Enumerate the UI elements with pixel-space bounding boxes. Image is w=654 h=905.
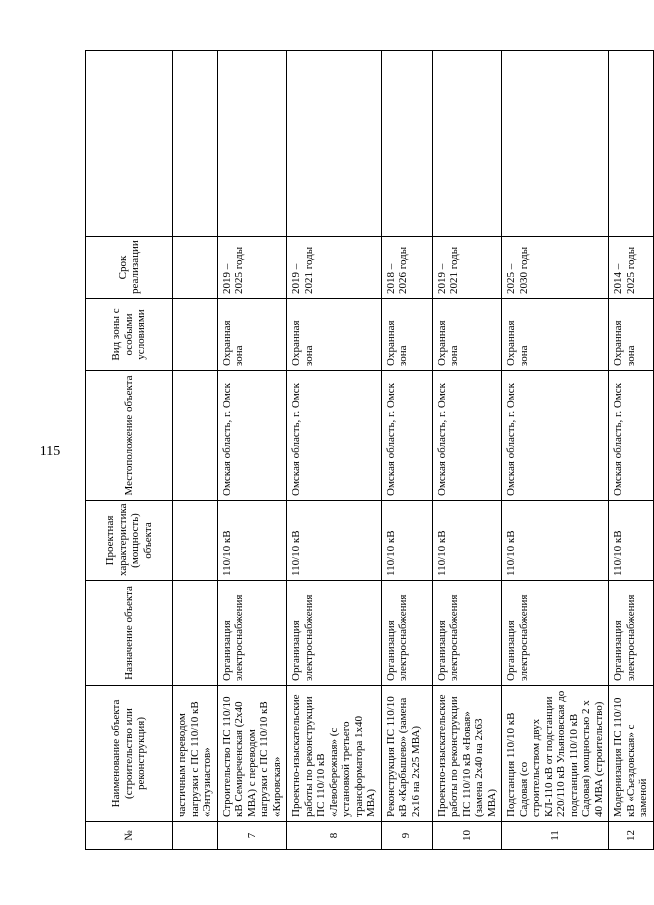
cell-purpose: Организация электроснабжения [609,581,654,686]
cell-purpose: Организация электроснабжения [287,581,382,686]
table-row [287,51,382,850]
cell-num [173,822,218,850]
cell-term: 2025 – 2030 годы [502,237,609,299]
table-row [609,51,654,850]
cell-num: 12 [609,822,654,850]
table-row [432,51,502,850]
cell-num: 10 [432,822,502,850]
header-location: Местоположение объекта [86,371,173,501]
cell-spacer [173,51,218,237]
table-body [173,51,654,850]
cell-location: Омская область, г. Омск [432,371,502,501]
cell-spacer [287,51,382,237]
cell-zone: Охранная зона [381,299,432,371]
cell-term: 2019 – 2025 годы [217,237,287,299]
cell-location: Омская область, г. Омск [287,371,382,501]
header-capacity: Проектная характеристика (мощность) объекта [86,501,173,581]
cell-location [173,371,218,501]
cell-capacity: 110/10 кВ [609,501,654,581]
header-name: Наименование объекта (строительство или реконструкция) [86,686,173,822]
cell-name: Строительство ПС 110/10 кВ Семиреченская (2х40 МВА) с переводом нагрузки с ПС 110/10 кВ «Кировская» [217,686,287,822]
header-zone: Вид зоны с особыми условиями [86,299,173,371]
cell-purpose: Организация электроснабжения [502,581,609,686]
cell-spacer [432,51,502,237]
table-row [173,51,218,850]
cell-capacity: 110/10 кВ [217,501,287,581]
cell-purpose [173,581,218,686]
cell-num: 8 [287,822,382,850]
header-spacer [86,51,173,237]
cell-name: Подстанция 110/10 кВ Садовая (со строительством двух КЛ-110 кВ от подстанции 220/110 кВ Ульяновская до подстанции 110/10 кВ Садовая) мощностью 2 х 40 МВА (строительство) [502,686,609,822]
cell-capacity: 110/10 кВ [287,501,382,581]
cell-purpose: Организация электроснабжения [432,581,502,686]
table-row [381,51,432,850]
cell-spacer [217,51,287,237]
cell-zone: Охранная зона [217,299,287,371]
cell-spacer [502,51,609,237]
header-purpose: Назначение объекта [86,581,173,686]
cell-num: 11 [502,822,609,850]
cell-name: Проектно-изыскательские работы по реконструкции ПС 110/10 кВ «Левобережная» (с установкой третьего трансформатора 1х40 МВА) [287,686,382,822]
cell-zone: Охранная зона [287,299,382,371]
table-row [217,51,287,850]
cell-location: Омская область, г. Омск [502,371,609,501]
page-number: 115 [39,444,61,459]
cell-term: 2019 – 2021 годы [432,237,502,299]
cell-zone [173,299,218,371]
cell-term [173,237,218,299]
objects-table [85,50,654,850]
cell-purpose: Организация электроснабжения [381,581,432,686]
cell-zone: Охранная зона [432,299,502,371]
cell-capacity [173,501,218,581]
cell-term: 2018 – 2026 годы [381,237,432,299]
cell-capacity: 110/10 кВ [502,501,609,581]
cell-purpose: Организация электроснабжения [217,581,287,686]
cell-name: Реконструкция ПС 110/10 кВ «Карбышево» (замена 2х16 на 2х25 МВА) [381,686,432,822]
cell-zone: Охранная зона [609,299,654,371]
cell-location: Омская область, г. Омск [381,371,432,501]
cell-capacity: 110/10 кВ [432,501,502,581]
cell-name: Проектно-изыскательские работы по реконструкции ПС 110/10 кВ «Новая» (замена 2х40 на 2х63 МВА) [432,686,502,822]
cell-spacer [609,51,654,237]
cell-spacer [381,51,432,237]
cell-name: частичным переводом нагрузки с ПС 110/10 кВ «Энтузиастов» [173,686,218,822]
rotated-table-container [85,50,649,850]
cell-num: 9 [381,822,432,850]
header-row [86,51,173,850]
cell-capacity: 110/10 кВ [381,501,432,581]
header-num: № [86,822,173,850]
cell-num: 7 [217,822,287,850]
cell-name: Модернизация ПС 110/10 кВ «Съездовская» с заменой [609,686,654,822]
table-row [502,51,609,850]
cell-term: 2019 – 2021 годы [287,237,382,299]
table-header [86,51,173,850]
cell-location: Омская область, г. Омск [217,371,287,501]
header-term: Срок реализации [86,237,173,299]
cell-location: Омская область, г. Омск [609,371,654,501]
cell-term: 2014 – 2025 годы [609,237,654,299]
cell-zone: Охранная зона [502,299,609,371]
